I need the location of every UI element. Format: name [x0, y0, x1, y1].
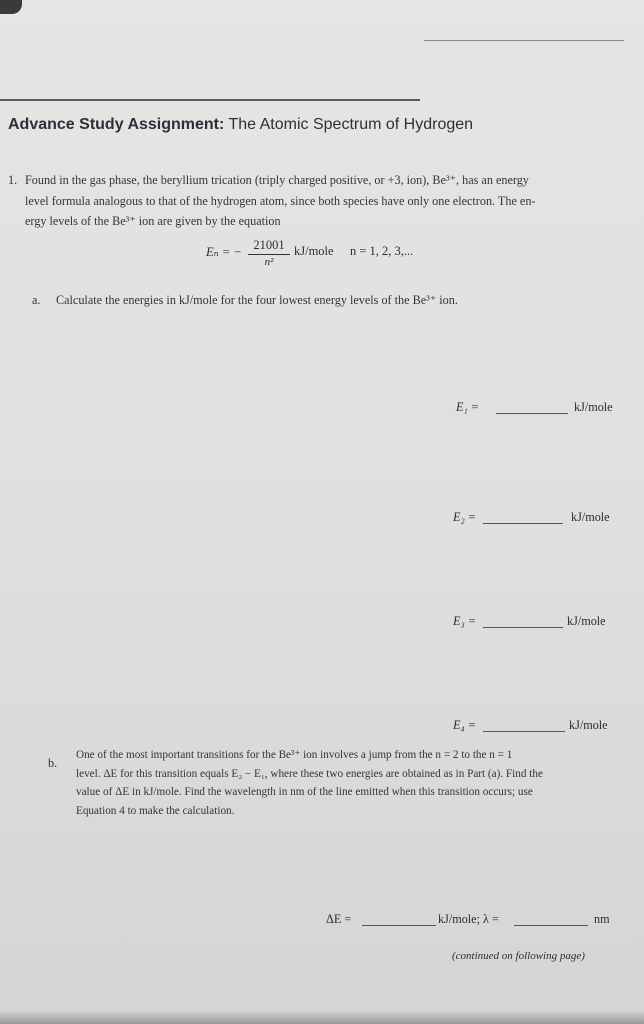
- continued-note: (continued on following page): [452, 950, 585, 962]
- answer-blank[interactable]: [496, 413, 568, 414]
- energy-equation: [206, 238, 466, 272]
- delta-e-blank[interactable]: [362, 925, 436, 926]
- fraction-bar: [248, 254, 290, 255]
- lambda-blank[interactable]: [514, 925, 588, 926]
- equation-denominator: n²: [264, 256, 274, 268]
- answer-unit: kJ/mole: [567, 614, 606, 628]
- answer-label: E₄ =: [453, 718, 476, 732]
- equation-fraction: [248, 238, 290, 268]
- lambda-unit: nm: [594, 912, 610, 926]
- page-bottom-shadow: [0, 1010, 644, 1024]
- page-corner-shadow: [0, 0, 22, 14]
- answer-blank[interactable]: [483, 627, 563, 628]
- equation-lhs: Eₙ = −: [206, 245, 242, 259]
- part-b-text: [76, 746, 616, 820]
- question-text-line: level formula analogous to that of the hydrogen atom, since both species have only one electron. The en-: [25, 193, 536, 208]
- part-b-line: value of ΔE in kJ/mole. Find the wavelength in nm of the line emitted when this transition occurs; use: [76, 786, 533, 798]
- equation-unit: kJ/mole: [294, 244, 334, 258]
- part-b-line: One of the most important transitions for the Be³⁺ ion involves a jump from the n = 2 to the n = 1: [76, 749, 513, 761]
- delta-e-unit: kJ/mole; λ =: [438, 912, 499, 926]
- answer-e2: [453, 510, 623, 528]
- part-b-line: level. ΔE for this transition equals E₂ − E₁, where these two energies are obtained as in Part (a). Find the: [76, 767, 543, 780]
- answer-blank[interactable]: [483, 523, 563, 524]
- answer-unit: kJ/mole: [569, 718, 608, 732]
- answer-e4: [453, 718, 623, 736]
- equation-n-values: n = 1, 2, 3,...: [350, 244, 414, 258]
- page-title-bold: Advance Study Assignment:: [8, 116, 225, 133]
- answer-label: E₂ =: [453, 510, 476, 524]
- delta-e-label: ΔE =: [326, 912, 352, 926]
- top-right-rule: [424, 40, 624, 41]
- part-b-label: b.: [48, 756, 58, 770]
- equation-numerator: 21001: [253, 238, 285, 252]
- answer-label: E₁ =: [456, 400, 479, 414]
- part-a-text: Calculate the energies in kJ/mole for the four lowest energy levels of the Be³⁺ ion.: [56, 293, 458, 307]
- part-b-line: Equation 4 to make the calculation.: [76, 804, 235, 817]
- question-number: 1.: [8, 173, 18, 187]
- page-title-rest: The Atomic Spectrum of Hydrogen: [228, 116, 474, 133]
- answer-blank[interactable]: [483, 731, 565, 732]
- question-text: [25, 170, 625, 232]
- question-text-line: Found in the gas phase, the beryllium trication (triply charged positive, or +3, ion), Be³⁺, has an energy: [25, 173, 529, 187]
- answer-e3: [453, 614, 623, 632]
- answer-e1: [456, 400, 626, 418]
- answer-delta-lambda: [326, 912, 626, 930]
- answer-unit: kJ/mole: [571, 510, 610, 524]
- question-text-line: ergy levels of the Be³⁺ ion are given by the equation: [25, 214, 281, 228]
- header-rule: [0, 99, 420, 101]
- answer-unit: kJ/mole: [574, 400, 613, 414]
- answer-label: E₃ =: [453, 614, 476, 628]
- page-title: [8, 116, 473, 134]
- part-a-label: a.: [32, 293, 41, 307]
